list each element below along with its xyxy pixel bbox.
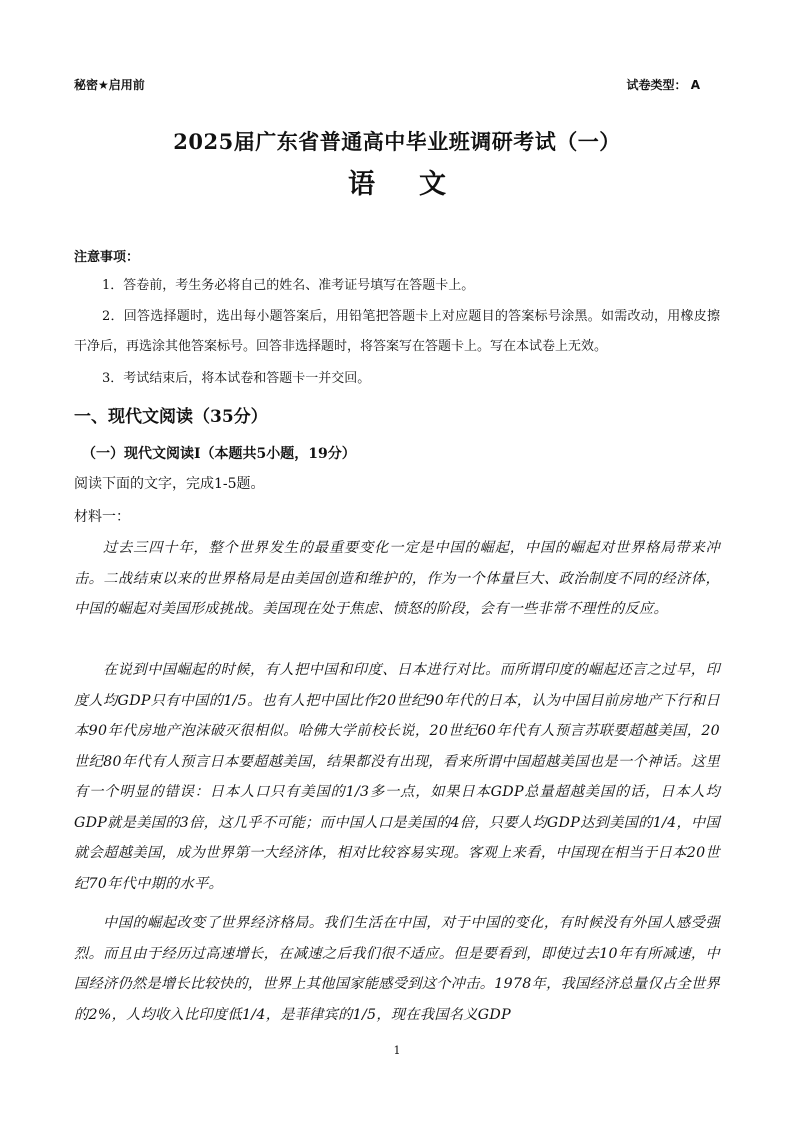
paper-type-label: 试卷类型： A xyxy=(626,78,700,92)
exam-title: 2025届广东省普通高中毕业班调研考试（一） xyxy=(173,129,621,154)
section-heading: 一、现代文阅读（35分） xyxy=(74,407,268,427)
notice-item: 2．回答选择题时，选出每小题答案后，用铅笔把答题卡上对应题目的答案标号涂黑。如需改动，用橡皮擦干净后，再选涂其他答案标号。回答非选择题时，将答案写在答题卡上。写在本试卷上无效。 xyxy=(74,309,720,354)
notice-heading: 注意事项： xyxy=(74,250,140,265)
page-number: 1 xyxy=(393,1044,401,1057)
reading-instruction: 阅读下面的文字，完成1-5题。 xyxy=(74,476,265,492)
material-label: 材料一： xyxy=(74,509,130,525)
subject-title: 语文 xyxy=(348,169,490,200)
material-paragraph: 过去三四十年，整个世界发生的最重要变化一定是中国的崛起，中国的崛起对世界格局带来冲击。二战结束以来的世界格局是由美国创造和维护的，作为一个体量巨大、政治制度不同的经济体，中国的崛起对美国形成挑战。美国现在处于焦虑、愤怒的阶段，会有一些非常不理性的反应。 xyxy=(74,540,720,617)
sub-section-heading: （一）现代文阅读Ⅰ（本题共5小题，19分） xyxy=(82,446,356,462)
notice-item: 3．考试结束后，将本试卷和答题卡一并交回。 xyxy=(102,371,371,386)
confidential-label: 秘密★启用前 xyxy=(74,78,145,92)
material-paragraph: 在说到中国崛起的时候，有人把中国和印度、日本进行对比。而所谓印度的崛起还言之过早，印度人均GDP只有中国的1/5。也有人把中国比作20世纪90年代的日本，认为中国目前房地产下行和日本90年代房地产泡沫破灭很相似。哈佛大学前校长说，20世纪60年代有人预言苏联要超越美国，20世纪80年代有人预言日本要超越美国，结果都没有出现，看来所谓中国超越美国也是一个神话。这里有一个明显的错误：日本人口只有美国的1/3多一点，如果日本GDP总量超越美国的话，日本人均GDP就是美国的3倍，这几乎不可能；而中国人口是美国的4倍，只要人均GDP达到美国的1/4，中国就会超越美国，成为世界第一大经济体，相对比较容易实现。客观上来看，中国现在相当于日本20世纪70年代中期的水平。 xyxy=(74,662,720,892)
notice-item: 1．答卷前，考生务必将自己的姓名、准考证号填写在答题卡上。 xyxy=(102,278,475,293)
material-paragraph: 中国的崛起改变了世界经济格局。我们生活在中国，对于中国的变化，有时候没有外国人感受强烈。而且由于经历过高速增长，在减速之后我们很不适应。但是要看到，即使过去10年有所减速，中国经济仍然是增长比较快的，世界上其他国家能感受到这个冲击。1978年，我国经济总量仅占全世界的2%，人均收入比印度低1/4，是菲律宾的1/5，现在我国名义GDP xyxy=(74,915,720,1023)
